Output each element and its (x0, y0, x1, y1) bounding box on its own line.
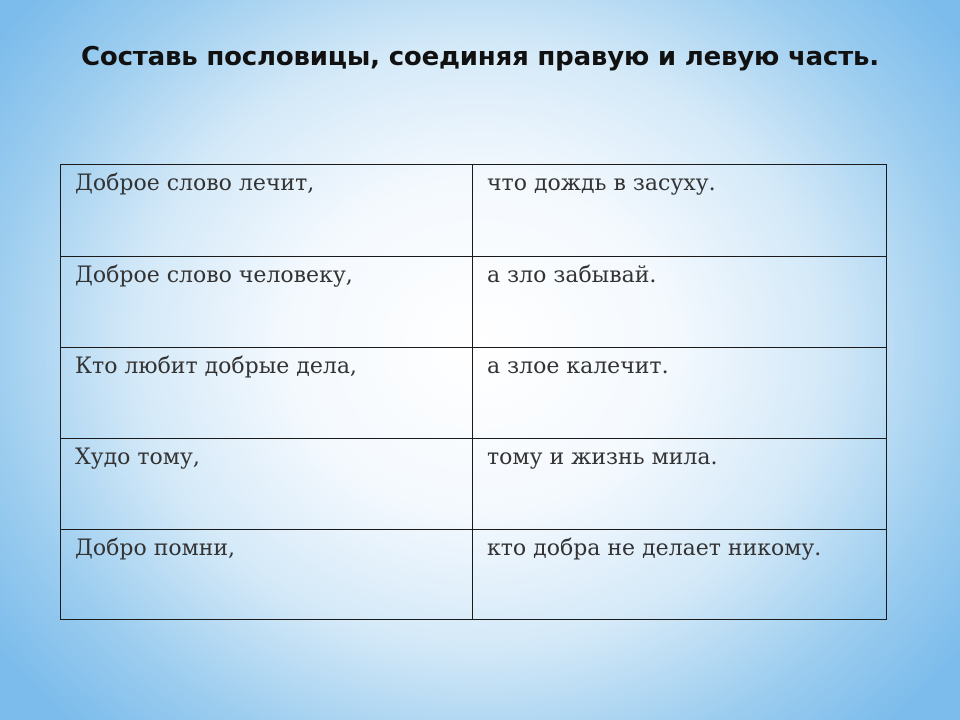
proverb-right-cell: что дождь в засуху. (473, 165, 887, 257)
proverb-left-cell: Худо тому, (61, 439, 473, 530)
proverb-right-cell: кто добра не делает никому. (473, 530, 887, 620)
proverb-table (60, 164, 887, 620)
proverb-left-cell: Добро помни, (61, 530, 473, 620)
table-row (61, 439, 887, 530)
proverb-left-cell: Доброе слово человеку, (61, 257, 473, 348)
proverb-left-cell: Кто любит добрые дела, (61, 348, 473, 439)
proverb-left-cell: Доброе слово лечит, (61, 165, 473, 257)
table-row (61, 530, 887, 620)
slide-title: Составь пословицы, соединяя правую и левую часть. (81, 42, 879, 72)
proverb-right-cell: а зло забывай. (473, 257, 887, 348)
proverb-right-cell: а злое калечит. (473, 348, 887, 439)
proverb-right-cell: тому и жизнь мила. (473, 439, 887, 530)
table-row (61, 165, 887, 257)
table-row (61, 348, 887, 439)
table-row (61, 257, 887, 348)
